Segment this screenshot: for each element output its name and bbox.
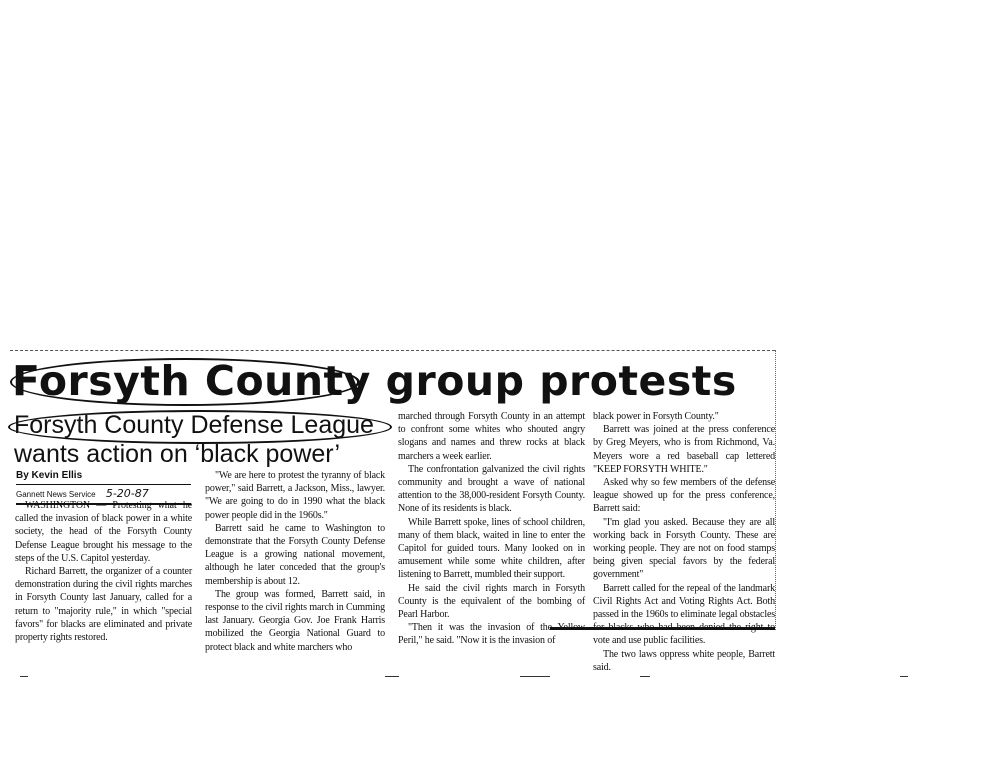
paragraph: Barrett said he came to Washington to demonstrate that the Forsyth County Defense League is a growing national movement, although he later conceded that the group's membership is about 12. [205,522,385,587]
paragraph: While Barrett spoke, lines of school children, many of them black, waited in line to enter the Capitol for guided tours. Many looked on in amusement while some white children, after listening to Barrett, mumbled their support. [398,516,585,581]
paragraph: The group was formed, Barrett said, in response to the civil rights march in Cumming last January. Georgia Gov. Joe Frank Harris mobilized the Georgia National Guard to protect black and white marchers who [205,588,385,653]
paragraph: The two laws oppress white people, Barrett said. [593,648,775,673]
service-name: Gannett News Service [16,490,96,499]
hand-drawn-circle [10,358,360,406]
paragraph: He said the civil rights march in Forsyth County is the equivalent of the bombing of Pearl Harbor. [398,582,585,621]
paragraph: Richard Barrett, the organizer of a counter demonstration during the civil rights marches in Forsyth County last January, called for a return to "majority rule," in which "special favors" for blacks are eliminated and private property rights restored. [15,566,192,644]
scan-speck [385,676,399,677]
headline: Forsyth County group protests [12,357,737,405]
handwritten-date: 5-20-87 [105,487,149,500]
paragraph: The confrontation galvanized the civil rights community and brought a wave of national attention to the 38,000-resident Forsyth County. None of its residents is black. [398,463,585,515]
byline: By Kevin Ellis [16,470,83,481]
subhead-line-2: wants action on ‘black power’ [14,440,341,468]
scan-speck [520,676,550,677]
paragraph: "We are here to protest the tyranny of black power," said Barrett, a Jackson, Miss., lawyer. "We are going to do in 1990 what the black power people did in the 1960s." [205,470,385,521]
paragraph: marched through Forsyth County in an attempt to confront some whites who shouted angry slogans and names and threw rocks at black marchers a week earlier. [398,411,585,462]
top-rule [10,350,775,351]
paragraph: WASHINGTON — Protesting what he called the invasion of black power in a white society, the head of the Forsyth County Defense League brought his message to the steps of the U.S. Capitol yesterday. [15,500,192,564]
article-column-2 [205,469,385,654]
paragraph: "I'm glad you asked. Because they are all working back in Forsyth County. These are working people. They are not on food stamps being given special favors by the federal government" [593,516,775,581]
article-column-1 [15,499,192,644]
paragraph: "Then it was the invasion of the Yellow Peril," he said. "Now it is the invasion of [398,622,585,647]
scan-speck [900,676,908,677]
article-column-4 [593,410,775,674]
scan-speck [640,676,650,677]
article-column-3 [398,410,585,648]
paragraph: Asked why so few members of the defense league showed up for the press conference, Barrett said: [593,477,775,515]
scan-speck [20,676,28,677]
subhead-line-1: Forsyth County Defense League [14,411,374,439]
paragraph: black power in Forsyth County." [593,411,719,422]
bottom-rule [550,627,775,630]
right-edge-rule [775,350,776,630]
paragraph: Barrett called for the repeal of the landmark Civil Rights Act and Voting Rights Act. Both passed in the 1960s to eliminate legal obstacles for blacks who had been denied the right to vote and use public facilities. [593,582,775,647]
paragraph: Barrett was joined at the press conference by Greg Meyers, who is from Richmond, Va. Meyers wore a red baseball cap lettered "KEEP FORSYTH WHITE." [593,424,775,475]
